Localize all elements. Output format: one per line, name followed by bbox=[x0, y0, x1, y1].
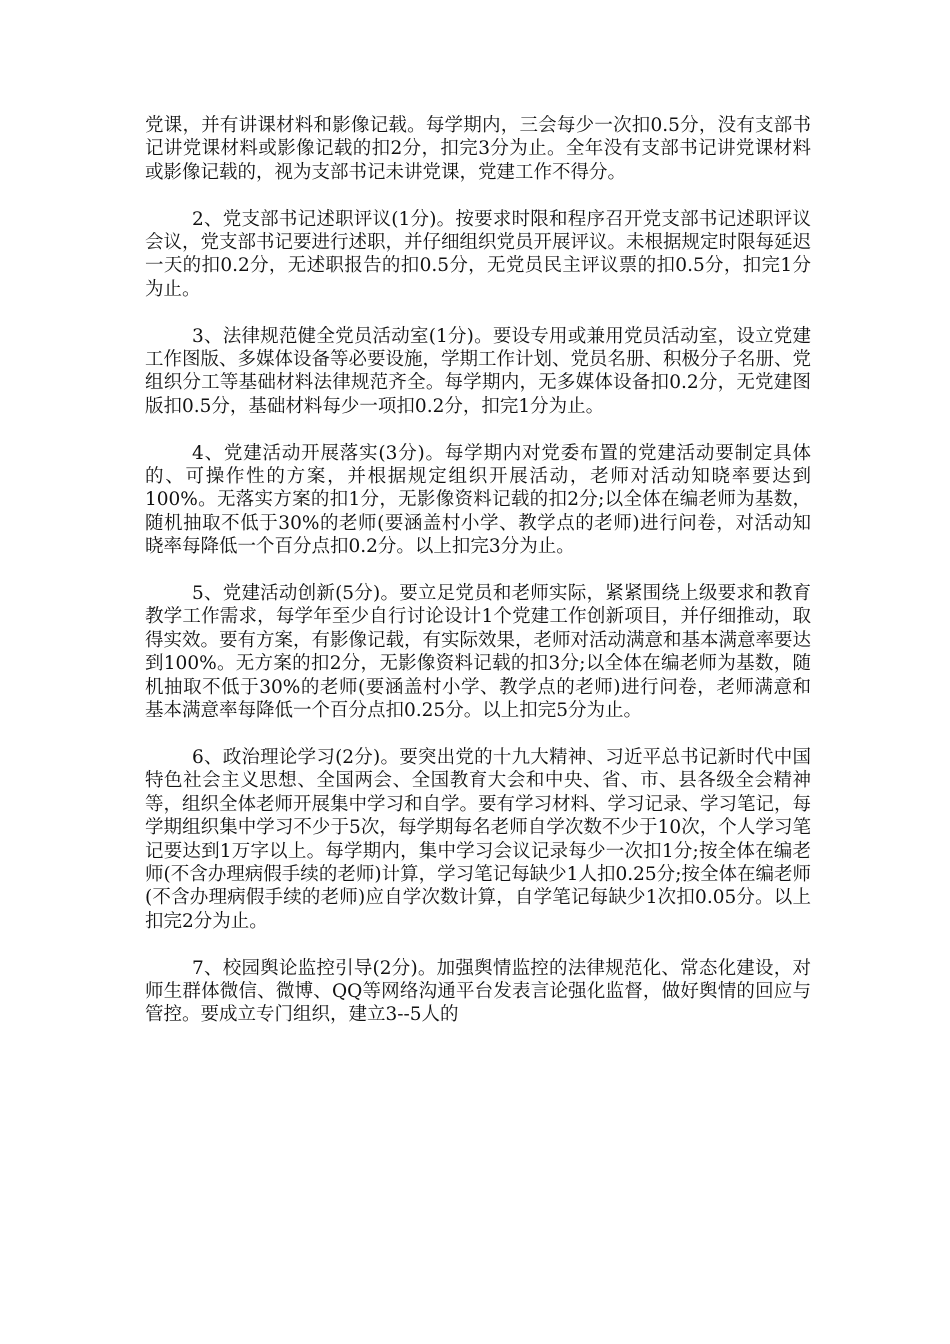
paragraph-activity-room: 3、法律规范健全党员活动室(1分)。要设专用或兼用党员活动室，设立党建工作图版、多媒体设备等必要设施，学期工作计划、党员名册、积极分子名册、党组织分工等基础材料法律规范齐全。每学期内，无多媒体设备扣0.2分，无党建图版扣0.5分，基础材料每少一项扣0.2分，扣完1分为止。 bbox=[145, 325, 812, 417]
document-page bbox=[145, 114, 811, 1050]
paragraph-branch-secretary-review: 2、党支部书记述职评议(1分)。按要求时限和程序召开党支部书记述职评议会议，党支部书记要进行述职，并仔细组织党员开展评议。未根据规定时限每延迟一天的扣0.2分，无述职报告的扣0.5分，无党员民主评议票的扣0.5分，扣完1分为止。 bbox=[145, 208, 812, 300]
paragraph-political-study: 6、政治理论学习(2分)。要突出党的十九大精神、习近平总书记新时代中国特色社会主义思想、全国两会、全国教育大会和中央、省、市、县各级全会精神等，组织全体老师开展集中学习和自学。要有学习材料、学习记录、学习笔记，每学期组织集中学习不少于5次，每学期每名老师自学次数不少于10次，个人学习笔记要达到1万字以上。每学期内，集中学习会议记录每少一次扣1分;按全体在编老师(不含办理病假手续的老师)计算，学习笔记每缺少1人扣0.25分;按全体在编老师(不含办理病假手续的老师)应自学次数计算，自学笔记每缺少1次扣0.05分。以上扣完2分为止。 bbox=[145, 746, 812, 932]
paragraph-party-lecture-continued: 党课，并有讲课材料和影像记载。每学期内，三会每少一次扣0.5分，没有支部书记讲党课材料或影像记载的扣2分，扣完3分为止。全年没有支部书记讲党课材料或影像记载的，视为支部书记未讲党课，党建工作不得分。 bbox=[145, 115, 811, 183]
paragraph-public-opinion-monitoring: 7、校园舆论监控引导(2分)。加强舆情监控的法律规范化、常态化建设，对师生群体微信、微博、QQ等网络沟通平台发表言论强化监督，做好舆情的回应与管控。要成立专门组织，建立3--5人的 bbox=[145, 957, 811, 1026]
paragraph-activity-innovation: 5、党建活动创新(5分)。要立足党员和老师实际，紧紧围绕上级要求和教育教学工作需求，每学年至少自行讨论设计1个党建工作创新项目，并仔细推动，取得实效。要有方案，有影像记载，有实际效果，老师对活动满意和基本满意率要达到100%。无方案的扣2分，无影像资料记载的扣3分;以全体在编老师为基数，随机抽取不低于30%的老师(要涵盖村小学、教学点的老师)进行问卷，老师满意和基本满意率每降低一个百分点扣0.25分。以上扣完5分为止。 bbox=[145, 583, 812, 722]
paragraph-activity-implementation: 4、党建活动开展落实(3分)。每学期内对党委布置的党建活动要制定具体的、可操作性的方案，并根据规定组织开展活动，老师对活动知晓率要达到100%。无落实方案的扣1分，无影像资料记载的扣2分;以全体在编老师为基数，随机抽取不低于30%的老师(要涵盖村小学、教学点的老师)进行问卷，对活动知晓率每降低一个百分点扣0.2分。以上扣完3分为止。 bbox=[145, 442, 811, 558]
